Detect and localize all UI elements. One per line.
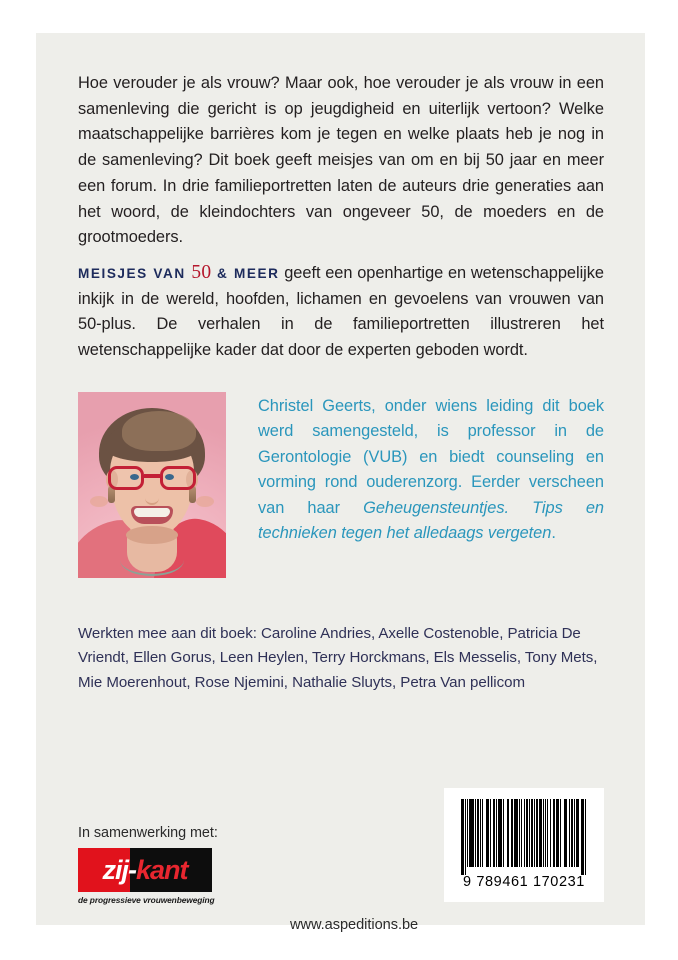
zij-kant-wordmark [78,848,212,892]
portrait-cheek-right [196,496,214,507]
author-previous-book-title: Geheugensteuntjes. Tips en technieken tegen het alledaags vergeten [258,498,604,543]
portrait-jaw-shadow [126,526,178,544]
zij-kant-logo-box [78,848,212,892]
portrait-necklace [120,544,184,576]
barcode-bars [461,799,587,875]
glasses-lens-right [160,466,196,490]
partner-label: In samenwerking met: [78,825,218,841]
portrait-cheek-left [90,496,108,507]
portrait-mouth [131,506,173,524]
zij-kant-word-kant: kant [135,854,188,885]
author-portrait-photo [78,392,226,578]
isbn-digits: 9 789461 170231 [463,874,585,890]
zij-kant-logo[interactable] [78,848,215,905]
blurb-paragraph-2-rest: geeft een openhartige en wetenschappelijke inkijk in de wereld, hoofden, lichamen en gevoelens van vrouwen van 50-plus. De verhalen in de familieportretten illustreren het wetenschappelijke kader dat door de experten geboden wordt. [78,264,604,360]
author-bio-text [258,394,604,546]
author-bio-part-1: Christel Geerts, onder wiens leiding dit boek werd samengesteld, is professor in de Gerontologie (VUB) en biedt counseling en vorming rond ouderenzorg. Eerder verscheen van haar [258,397,604,517]
glasses-lens-left [108,466,144,490]
author-bio-part-2: . [551,524,556,543]
book-title-caps-1: MEISJES VAN [78,266,192,281]
portrait-teeth [134,508,170,517]
barcode-gap [585,799,586,875]
portrait-hair-highlight [122,411,196,451]
publisher-website[interactable]: www.aspeditions.be [290,917,419,933]
zij-kant-word-zij: zij [102,854,128,885]
zij-kant-tagline: de progressieve vrouwenbeweging [78,895,215,905]
zij-kant-dash: - [127,854,136,885]
glasses-bridge [144,474,160,478]
cover-panel [36,33,645,933]
contributors-list: Werkten mee aan dit boek: Caroline Andries, Axelle Costenoble, Patricia De Vriendt, Ellen Gorus, Leen Heylen, Terry Horckmans, Els Messelis, Tony Mets, Mie Moerenhout, Rose Njemini, Nathalie Sluyts, Petra Van pellicom [78,625,598,691]
portrait-glasses [106,466,198,491]
book-title-number: 50 [191,262,212,283]
blurb-paragraph-1: Hoe verouder je als vrouw? Maar ook, hoe verouder je als vrouw in een samenleving die gericht is op jeugdigheid en uiterlijk vertoon? Welke maatschappelijke barrières kom je tegen en welke plaats heb je nog in de samenleving? Dit boek geeft meisjes van om en bij 50 jaar en meer een forum. In drie familieportretten laten de auteurs drie generaties aan het woord, de kleindochters van ongeveer 50, de moeders en de grootmoeders. [78,74,604,247]
portrait-nose [145,491,159,505]
isbn-barcode [444,788,604,902]
book-title-caps-2: & MEER [211,266,280,281]
blurb-paragraph-2 [78,260,604,364]
